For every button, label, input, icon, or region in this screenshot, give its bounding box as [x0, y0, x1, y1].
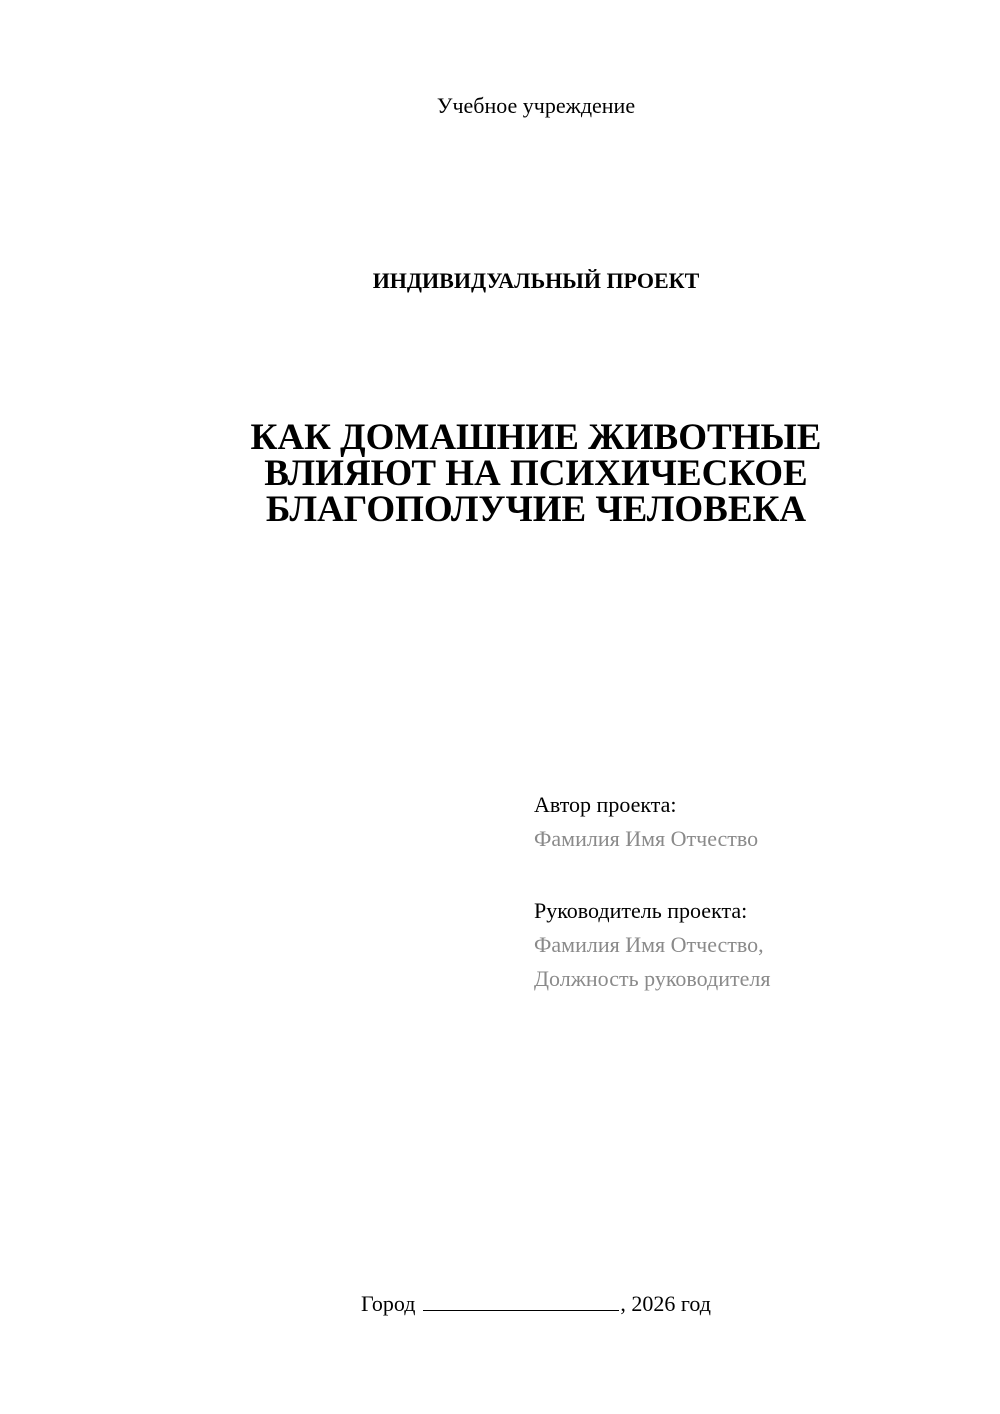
supervisor-position-placeholder: Должность руководителя [534, 966, 771, 991]
project-info-block [534, 788, 954, 996]
document-type: ИНДИВИДУАЛЬНЫЙ ПРОЕКТ [372, 268, 700, 293]
city-blank-line [423, 1307, 619, 1311]
author-name-placeholder: Фамилия Имя Отчество [534, 826, 759, 851]
project-title-line: БЛАГОПОЛУЧИЕ ЧЕЛОВЕКА [265, 489, 807, 530]
year-text: , 2026 год [620, 1291, 711, 1316]
city-year-line [0, 1290, 1000, 1318]
institution-name: Учебное учреждение [436, 93, 636, 118]
project-title [0, 417, 1000, 530]
city-label: Город [361, 1291, 416, 1316]
project-title-line: КАК ДОМАШНИЕ ЖИВОТНЫЕ [250, 417, 822, 458]
project-title-line: ВЛИЯЮТ НА ПСИХИЧЕСКОЕ [264, 453, 808, 494]
supervisor-label: Руководитель проекта: [534, 898, 748, 923]
supervisor-name-placeholder: Фамилия Имя Отчество, [534, 932, 764, 957]
author-label: Автор проекта: [534, 792, 677, 817]
spacer [534, 856, 954, 894]
